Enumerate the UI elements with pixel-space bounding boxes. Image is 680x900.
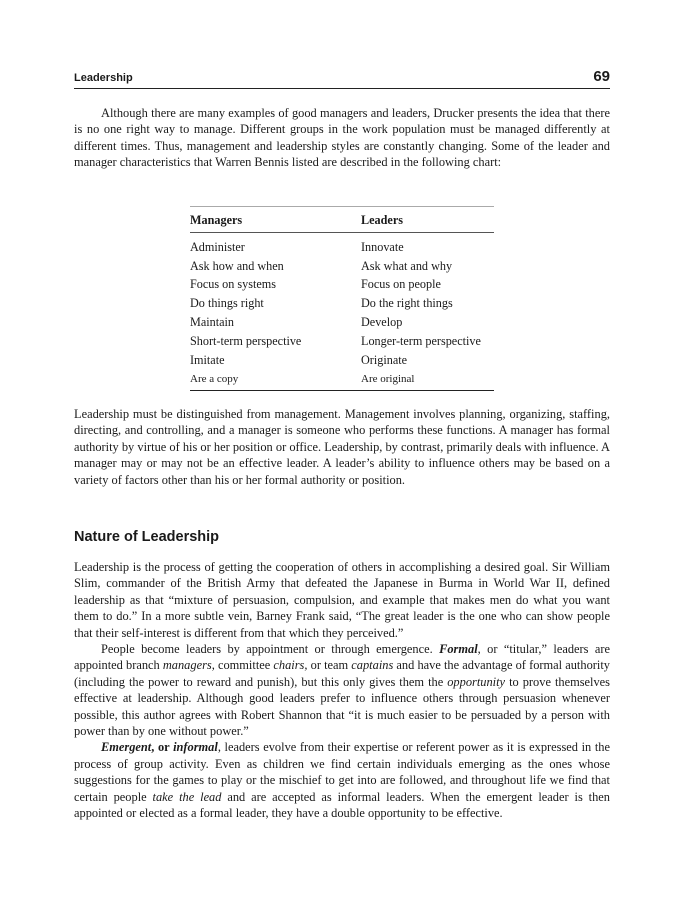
table-row [190, 332, 494, 351]
page-header [74, 66, 610, 89]
table-row [190, 313, 494, 332]
table-row [190, 233, 494, 257]
manager-cell: Are a copy [190, 370, 361, 391]
manager-cell: Do things right [190, 296, 264, 311]
table-row [190, 351, 494, 370]
table-header-row [190, 207, 494, 233]
definition-paragraph: Leadership is the process of getting the cooperation of others in accomplishing a desired goal. Sir William Slim, commander of the British Army that defeated the Japanese in Burma in World War II, defined leadership as that “mixture of persuasion, compulsion, and example that makes men do what you want them to do.” In a more subtle vein, Barney Frank said, “The great leader is the one who can show people that their self-interest is different from that which they perceived.” [74, 560, 610, 640]
emergent-leaders-paragraph: Emergent, or informal, leaders evolve from their expertise or referent power as it is expressed in the process of group activity. Even as children we find certain individuals emerging as the ones whose suggestions for the games to play or the mischief to get into are followed, and throughout life we find that certain people take the lead and are accepted as informal leaders. When the emergent leader is then appointed or elected as a formal leader, they have a double opportunity to be effective. [74, 740, 610, 821]
table-row [190, 276, 494, 295]
section-heading: Nature of Leadership [74, 529, 220, 545]
table-row [190, 370, 494, 391]
emergent-term: Emergent [101, 740, 152, 755]
leader-cell: Are original [361, 370, 494, 391]
manager-cell: Ask how and when [190, 258, 284, 273]
leader-cell: Ask what and why [361, 258, 453, 273]
formal-leaders-paragraph: People become leaders by appointment or through emergence. Formal, or “titular,” leaders are appointed branch managers, committee chairs, or team captains and have the advantage of formal authority (including the power to reward and punish), but this only gives them the opportunity to prove themselves effective at leadership. Although good leaders prefer to influence others through persuasion whenever possible, this author agrees with Robert Shannon that “it is much easier to be persuaded by a person with power than by one without power.” [74, 642, 611, 739]
manager-cell: Maintain [190, 315, 235, 330]
section-body [74, 559, 610, 822]
manager-cell: Imitate [190, 352, 225, 367]
page-number: 69 [593, 68, 610, 85]
leader-cell: Focus on people [361, 277, 441, 292]
leader-cell: Develop [361, 315, 403, 330]
distinction-paragraph: Leadership must be distinguished from management. Management involves planning, organizing, staffing, directing, and controlling, and a manager is someone who performs these functions. A manager has formal authority by virtue of his or her position or office. Leadership, by contrast, primarily deals with influence. A manager may or may not be an effective leader. A leader’s ability to influence others may be based on a variety of factors other than his or her formal authority or position. [74, 407, 610, 487]
informal-term: informal [173, 740, 218, 755]
leader-cell: Innovate [361, 239, 404, 254]
intro-paragraph: Although there are many examples of good managers and leaders, Drucker presents the idea that there is no one right way to manage. Different groups in the work population must be managed differently at different times. Thus, management and leadership styles are constantly changing. Some of the leader and manager characteristics that Warren Bennis listed are described in the following chart: [74, 106, 610, 170]
table-row [190, 257, 494, 276]
running-head: Leadership [74, 72, 133, 84]
table-row [190, 294, 494, 313]
manager-cell: Short-term perspective [190, 333, 302, 348]
leader-cell: Longer-term perspective [361, 333, 481, 348]
leaders-column-header: Leaders [361, 207, 494, 233]
formal-term: Formal [439, 642, 478, 657]
manager-cell: Administer [190, 239, 245, 254]
manager-leader-table [190, 206, 494, 391]
manager-cell: Focus on systems [190, 277, 276, 292]
leader-cell: Originate [361, 352, 408, 367]
leader-cell: Do the right things [361, 296, 453, 311]
managers-column-header: Managers [190, 207, 361, 233]
